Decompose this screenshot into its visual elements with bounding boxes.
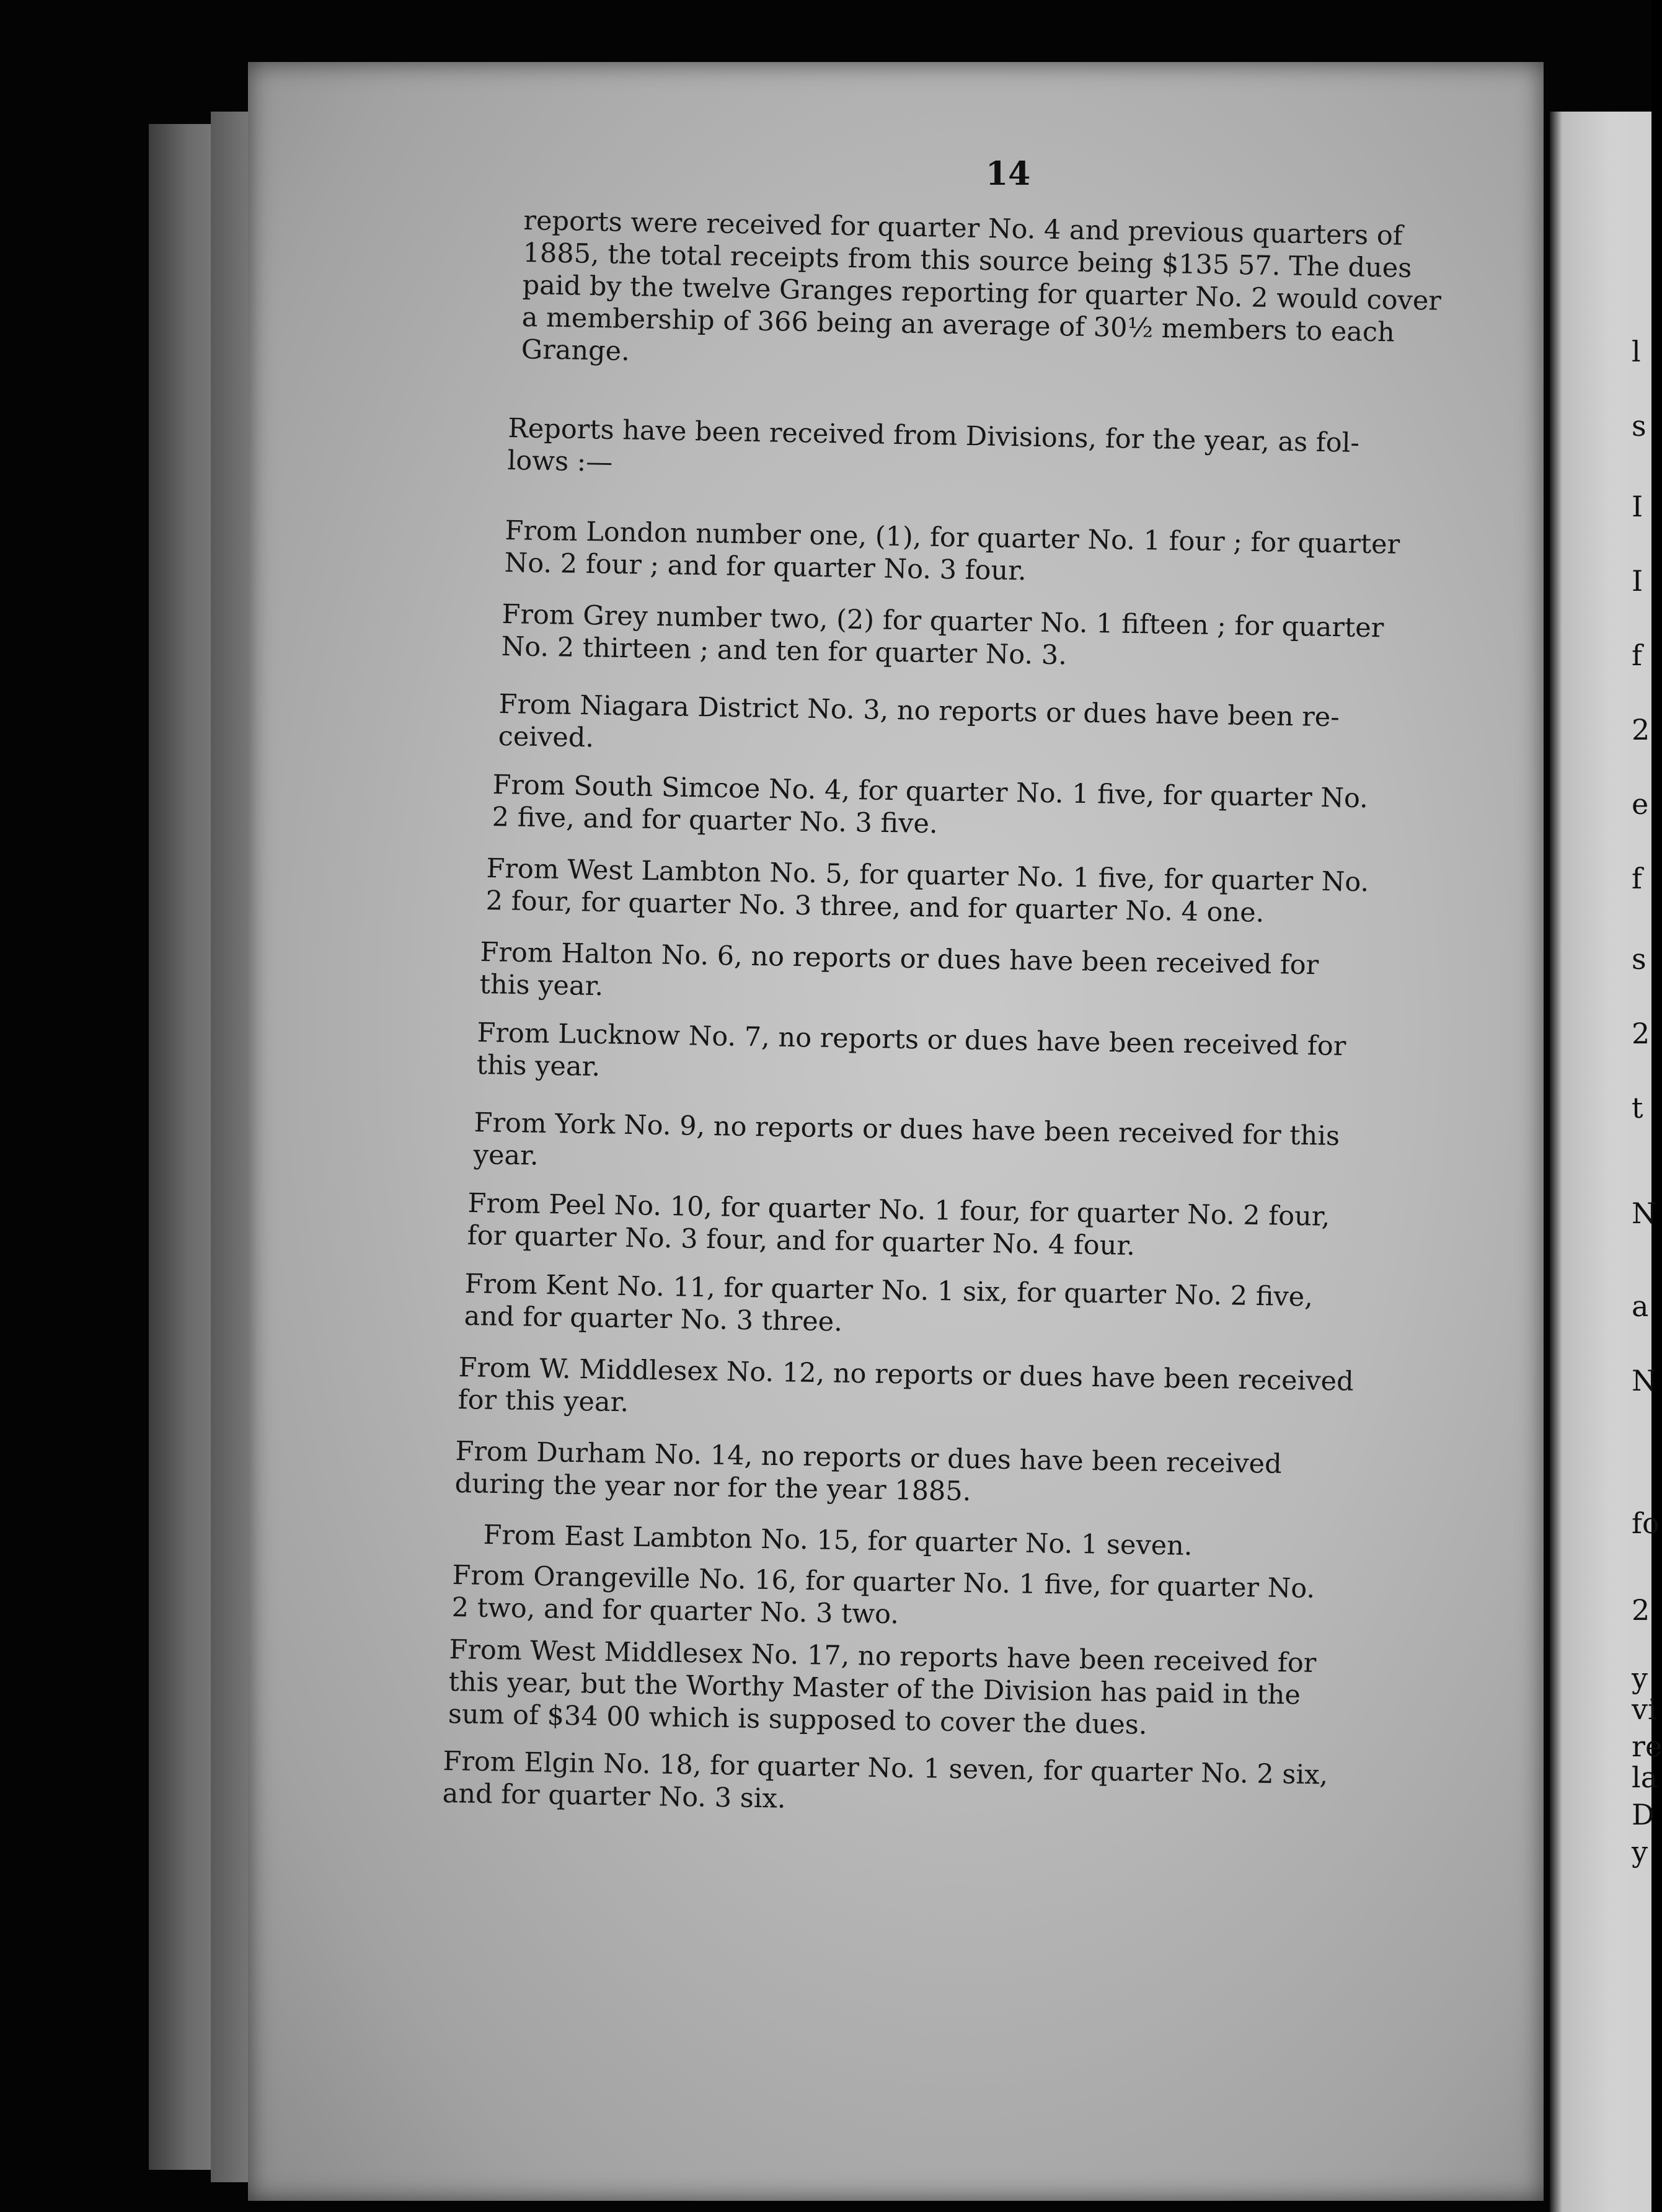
page-number: 14 bbox=[986, 155, 1031, 193]
adjacent-page-letter: D bbox=[1632, 1798, 1655, 1831]
adjacent-page-letter: vi bbox=[1632, 1692, 1657, 1726]
paragraph: From W. Middlesex No. 12, no reports or dues have been received for this year. bbox=[457, 1352, 1354, 1418]
paragraph: From Halton No. 6, no reports or dues have been received for this year. bbox=[479, 936, 1319, 1002]
adjacent-page-letter: N bbox=[1632, 1197, 1657, 1230]
paragraph: From Peel No. 10, for quarter No. 1 four, for quarter No. 2 four, for quarter No. 3 four, and for quarter No. 4 four. bbox=[467, 1187, 1330, 1262]
adjacent-page-letter: l bbox=[1632, 335, 1641, 368]
paragraph: Reports have been received from Divisions, for the year, as fol- lows :— bbox=[507, 412, 1360, 478]
paragraph: From Lucknow No. 7, no reports or dues have been received for this year. bbox=[476, 1017, 1346, 1083]
paragraph: From York No. 9, no reports or dues have been received for this year. bbox=[473, 1107, 1340, 1172]
paragraph: From Grey number two, (2) for quarter No. 1 fifteen ; for quarter No. 2 thirteen ; and ten for quarter No. 3. bbox=[501, 598, 1384, 671]
adjacent-page-letter: y bbox=[1632, 1835, 1648, 1869]
adjacent-page-letter: re bbox=[1632, 1730, 1662, 1763]
adjacent-page-letter: N bbox=[1632, 1364, 1657, 1397]
paragraph: From South Simcoe No. 4, for quarter No. 1 five, for quarter No. 2 five, and for quarter No. 3 five. bbox=[492, 769, 1369, 840]
adjacent-page-letter: s bbox=[1632, 409, 1647, 443]
adjacent-page-letter: y bbox=[1632, 1661, 1648, 1695]
adjacent-page-letter: t bbox=[1632, 1091, 1643, 1125]
paragraph: From Niagara District No. 3, no reports or dues have been re- ceived. bbox=[498, 688, 1340, 754]
adjacent-page-letter: s bbox=[1632, 942, 1647, 976]
paragraph: From Elgin No. 18, for quarter No. 1 seven, for quarter No. 2 six, and for quarter No. 3 six. bbox=[442, 1745, 1328, 1815]
adjacent-page-letter: e bbox=[1632, 787, 1649, 821]
adjacent-page-letter: f bbox=[1632, 862, 1643, 895]
paragraph: From Durham No. 14, no reports or dues have been received during the year nor for the year 1885. bbox=[454, 1435, 1283, 1508]
adjacent-page-letter: 2 bbox=[1632, 1593, 1650, 1627]
adjacent-page-letter: la bbox=[1632, 1761, 1658, 1794]
paragraph: reports were received for quarter No. 4 and previous quarters of 1885, the total receipts from this source being $135 57. The dues paid by the twelve Granges reporting for quarter No. 2 would cover a membership of 366 being an average of 30½ members to each Grange. bbox=[521, 205, 1442, 368]
paragraph: From East Lambton No. 15, for quarter No. 1 seven. bbox=[483, 1519, 1193, 1562]
paragraph: From West Lambton No. 5, for quarter No. 1 five, for quarter No. 2 four, for quarter No. 3 three, and for quarter No. 4 one. bbox=[485, 852, 1369, 929]
paragraph: From Orangeville No. 16, for quarter No. 1 five, for quarter No. 2 two, and for quarter No. 3 two. bbox=[451, 1559, 1315, 1630]
adjacent-page-letter: I bbox=[1632, 490, 1643, 523]
adjacent-page-letter: f bbox=[1632, 639, 1643, 672]
paragraph: From London number one, (1), for quarter No. 1 four ; for quarter No. 2 four ; and for quarter No. 3 four. bbox=[504, 515, 1400, 587]
adjacent-page-letter: fo bbox=[1632, 1506, 1660, 1540]
paragraph: From West Middlesex No. 17, no reports have been received for this year, but the Worthy Master of the Division has paid in the sum of $34 00 which is supposed to cover the dues. bbox=[448, 1634, 1317, 1741]
adjacent-page-letter: I bbox=[1632, 564, 1643, 598]
adjacent-page-letter: a bbox=[1632, 1290, 1649, 1323]
adjacent-page-letter: 2 bbox=[1632, 1017, 1650, 1050]
paragraph: From Kent No. 11, for quarter No. 1 six, for quarter No. 2 five, and for quarter No. 3 three. bbox=[464, 1268, 1314, 1338]
adjacent-page-letter: 2 bbox=[1632, 713, 1650, 746]
